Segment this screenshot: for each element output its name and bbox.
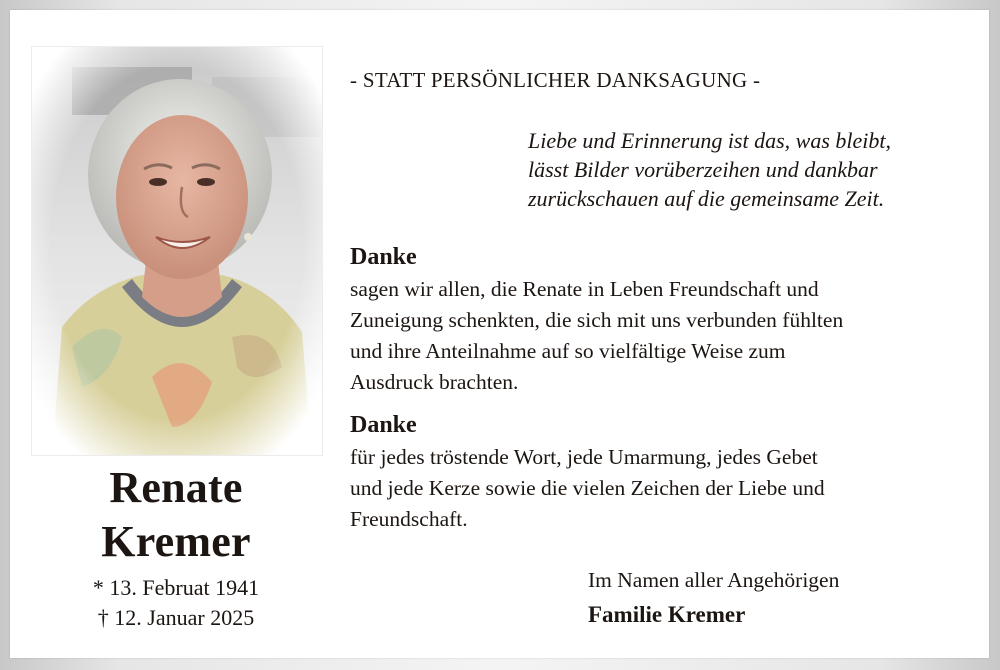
announcement-heading: - STATT PERSÖNLICHER DANKSAGUNG - xyxy=(350,68,761,92)
obituary-card xyxy=(10,10,989,658)
family-name: Familie Kremer xyxy=(588,602,746,627)
memorial-quote xyxy=(528,126,968,213)
birth-date: * 13. Februat 1941 xyxy=(92,575,260,600)
thanks-title-2: Danke xyxy=(350,412,417,438)
paragraph-line: Zuneigung schenkten, die sich mit uns verbunden fühlten xyxy=(350,308,844,332)
paragraph-line: für jedes tröstende Wort, jede Umarmung, jedes Gebet xyxy=(350,445,818,469)
quote-line: lässt Bilder vorüberzeihen und dankbar xyxy=(528,157,878,182)
paragraph-line: und ihre Anteilnahme auf so vielfältige Weise zum xyxy=(350,339,786,363)
deceased-last-name: Kremer xyxy=(101,517,251,566)
quote-line: Liebe und Erinnerung ist das, was bleibt, xyxy=(528,128,891,153)
quote-line: zurückschauen auf die gemeinsame Zeit. xyxy=(528,186,885,211)
portrait-image xyxy=(32,47,322,455)
death-date: † 12. Januar 2025 xyxy=(97,605,255,630)
thanks-paragraph-2 xyxy=(350,442,970,535)
paragraph-line: Ausdruck brachten. xyxy=(350,370,519,394)
paragraph-line: Freundschaft. xyxy=(350,507,468,531)
thanks-paragraph-1 xyxy=(350,274,970,398)
paragraph-line: und jede Kerze sowie die vielen Zeichen der Liebe und xyxy=(350,476,825,500)
signature-line: Im Namen aller Angehörigen xyxy=(588,568,840,592)
portrait-photo xyxy=(31,46,323,456)
paragraph-line: sagen wir allen, die Renate in Leben Freundschaft und xyxy=(350,277,819,301)
deceased-first-name: Renate xyxy=(109,463,243,512)
thanks-title-1: Danke xyxy=(350,244,417,270)
